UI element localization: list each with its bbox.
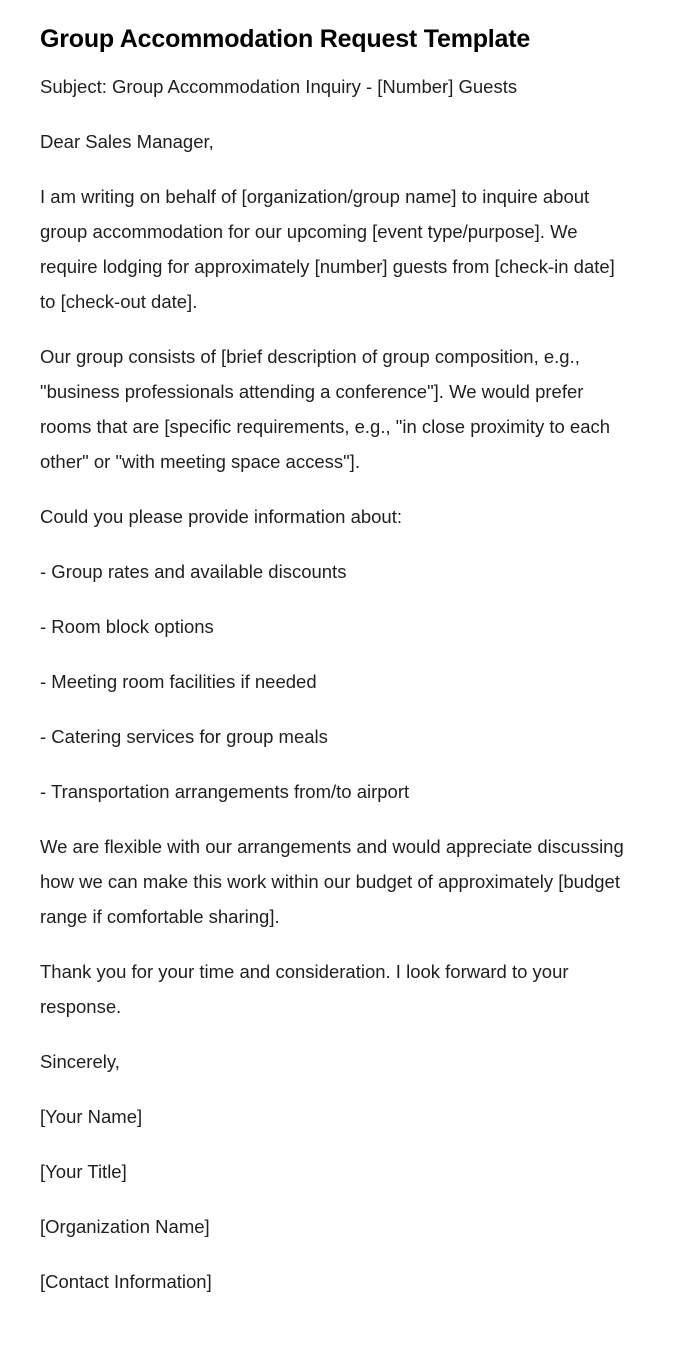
salutation: Dear Sales Manager, xyxy=(40,131,214,152)
list-item-room-block: - Room block options xyxy=(40,616,214,637)
document-title: Group Accommodation Request Template xyxy=(40,25,531,53)
signoff: Sincerely, xyxy=(40,1051,120,1072)
signature-organization: [Organization Name] xyxy=(40,1216,210,1237)
paragraph-introduction: I am writing on behalf of [organization/group name] to inquire about group accommodation for our upcoming [event type/purpose]. We require lodging for approximately [number] guests from [check-in date] to [check-out date]. xyxy=(40,186,615,312)
signature-name: [Your Name] xyxy=(40,1106,143,1127)
list-item-transportation: - Transportation arrangements from/to airport xyxy=(40,781,410,802)
signature-title: [Your Title] xyxy=(40,1161,127,1182)
list-item-catering: - Catering services for group meals xyxy=(40,726,328,747)
paragraph-group-description: Our group consists of [brief description of group composition, e.g., "business professionals attending a conference"]. We would prefer rooms that are [specific requirements, e.g., "in close proximity to each other" or "with meeting space access"]. xyxy=(40,346,611,472)
signature-contact: [Contact Information] xyxy=(40,1271,212,1292)
paragraph-flexibility-budget: We are flexible with our arrangements and would appreciate discussing how we can make this work within our budget of approximately [budget range if comfortable sharing]. xyxy=(40,836,624,927)
paragraph-thank-you: Thank you for your time and consideration. I look forward to your response. xyxy=(40,961,569,1017)
subject-line: Subject: Group Accommodation Inquiry - [Number] Guests xyxy=(40,76,518,97)
list-intro: Could you please provide information about: xyxy=(40,506,403,527)
list-item-group-rates: - Group rates and available discounts xyxy=(40,561,347,582)
list-item-meeting-rooms: - Meeting room facilities if needed xyxy=(40,671,317,692)
